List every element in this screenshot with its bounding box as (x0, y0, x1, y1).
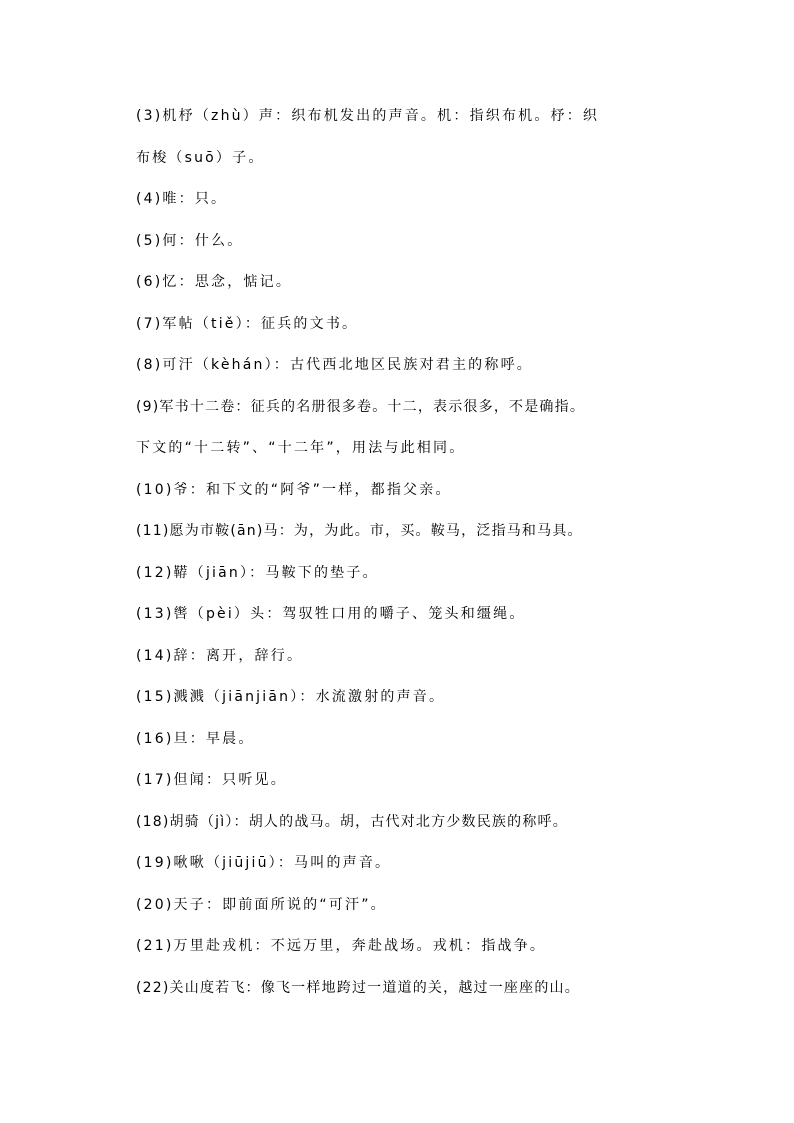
annotation-line-20: (20)天子：即前面所说的“可汗”。 (136, 897, 387, 913)
annotation-line-22: (22)关山度若飞：像飞一样地跨过一道道的关，越过一座座的山。 (136, 980, 580, 996)
annotation-line-3-continued: 布梭（suō）子。 (136, 150, 265, 166)
annotation-line-16: (16)旦：早晨。 (136, 731, 255, 747)
annotation-line-18: (18)胡骑（jì）：胡人的战马。胡，古代对北方少数民族的称呼。 (136, 814, 568, 830)
annotation-line-19: (19)啾啾（jiūjiū）：马叫的声音。 (136, 855, 392, 871)
annotation-line-3: (3)机杼（zhù）声：织布机发出的声音。机：指织布机。杼：织 (136, 108, 600, 124)
annotation-line-21: (21)万里赴戎机：不远万里，奔赴战场。戎机：指战争。 (136, 938, 547, 954)
annotation-line-11: (11)愿为市鞍(ān)马：为，为此。市，买。鞍马，泛指马和马具。 (136, 523, 583, 539)
annotation-line-10: (10)爷：和下文的“阿爷”一样，都指父亲。 (136, 482, 452, 498)
annotation-line-15: (15)溅溅（jiānjiān）：水流激射的声音。 (136, 689, 446, 705)
annotation-line-7: (7)军帖（tiě）：征兵的文书。 (136, 316, 359, 332)
annotation-line-9: (9)军书十二卷：征兵的名册很多卷。十二，表示很多，不是确指。 (136, 399, 586, 415)
annotation-line-4: (4)唯：只。 (136, 191, 228, 207)
annotation-line-6: (6)忆：思念，惦记。 (136, 274, 293, 290)
annotation-line-5: (5)何：什么。 (136, 233, 244, 249)
annotation-line-17: (17)但闻：只听见。 (136, 772, 287, 788)
annotation-line-14: (14)辞：离开，辞行。 (136, 648, 304, 664)
annotation-line-13: (13)辔（pèi）头：驾驭牲口用的嚼子、笼头和缰绳。 (136, 606, 526, 622)
annotation-line-12: (12)鞯（jiān）：马鞍下的垫子。 (136, 565, 379, 581)
annotation-line-8: (8)可汗（kèhán）：古代西北地区民族对君主的称呼。 (136, 357, 533, 373)
annotation-line-9-continued: 下文的“十二转”、“十二年”，用法与此相同。 (136, 440, 466, 456)
